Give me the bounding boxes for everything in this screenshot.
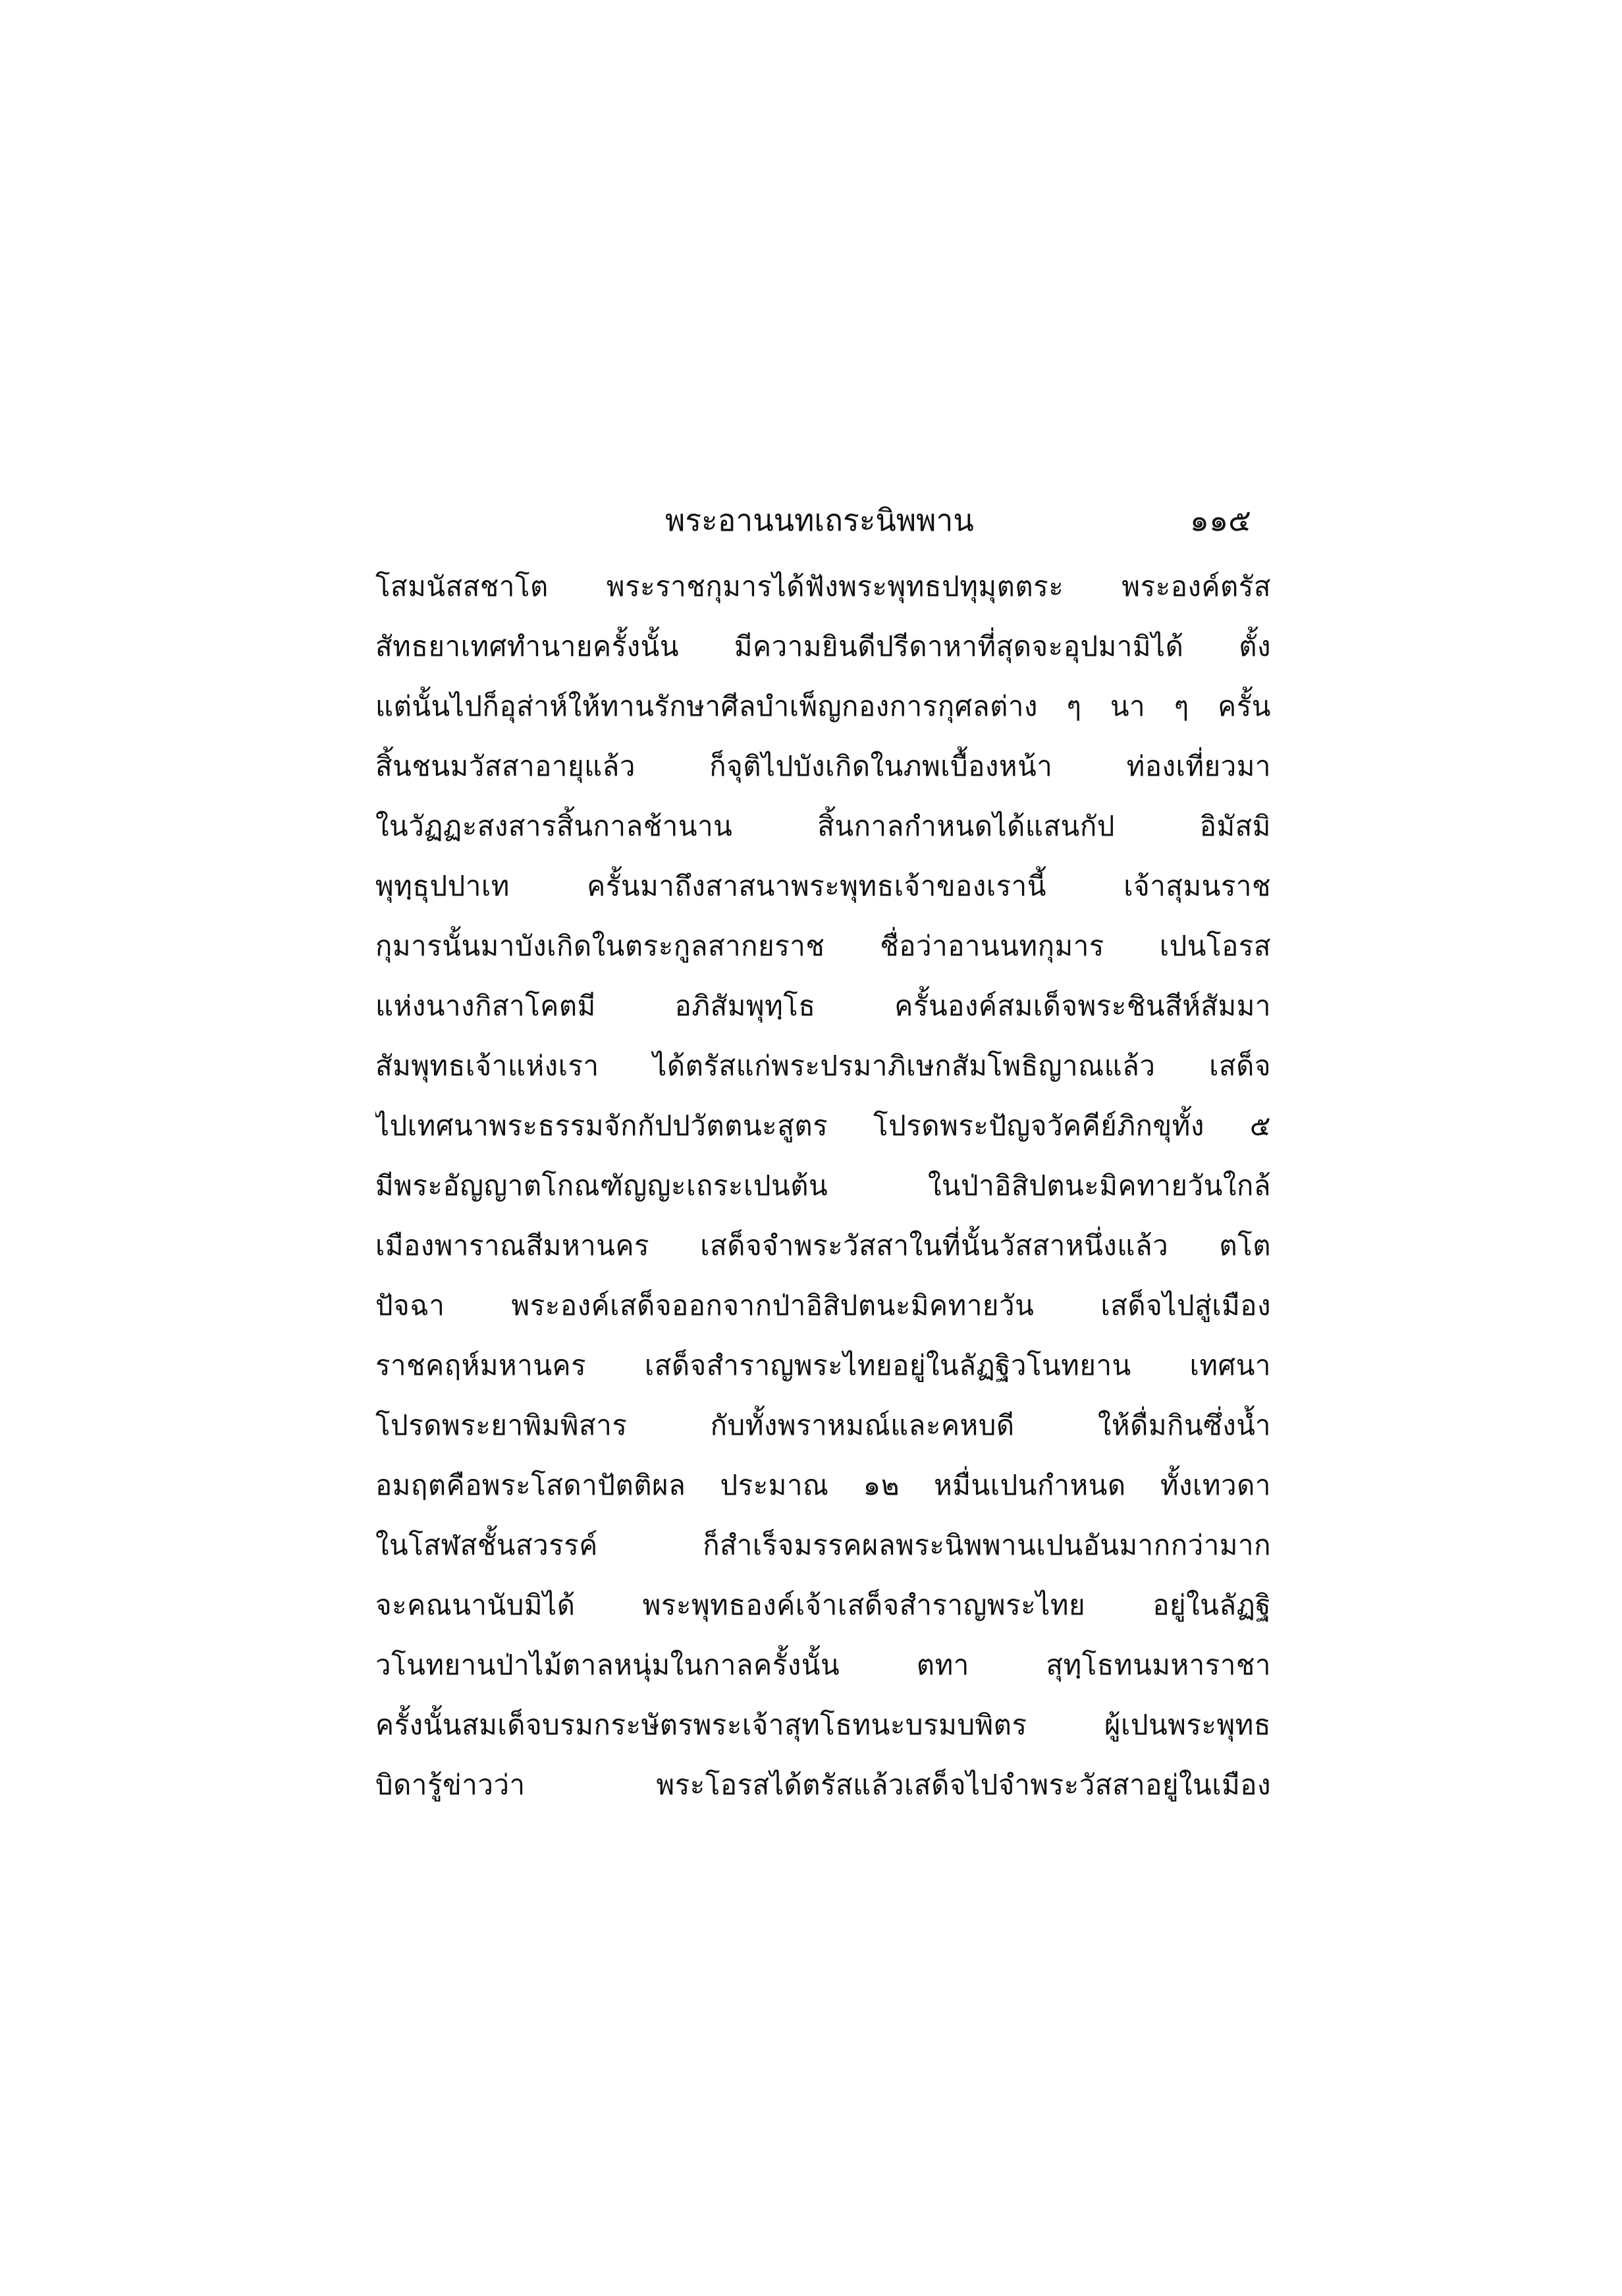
text-line: พุทฺธุปปาเท ครั้นมาถึงสาสนาพระพุทธเจ้าของเรานี้ เจ้าสุมนราช (375, 870, 1271, 902)
text-line: ราชคฤห์มหานคร เสด็จสำราญพระไทยอยู่ในลัฏฐิวโนทยาน เทศนา (375, 1349, 1271, 1381)
text-line: ไปเทศนาพระธรรมจักกัปปวัตตนะสูตร โปรดพระปัญจวัคคีย์ภิกขุทั้ง ๕ (375, 1109, 1271, 1142)
text-line: ครั้งนั้นสมเด็จบรมกระษัตรพระเจ้าสุทโธทนะบรมบพิตร ผู้เปนพระพุทธ (375, 1709, 1271, 1741)
text-line: วโนทยานป่าไม้ตาลหนุ่มในกาลครั้งนั้น ตทา สุทฺโธทนมหาราชา (375, 1649, 1271, 1681)
text-line: บิดารู้ข่าวว่า พระโอรสได้ตรัสแล้วเสด็จไปจำพระวัสสาอยู่ในเมือง (375, 1769, 1271, 1801)
text-line: สัมพุทธเจ้าแห่งเรา ได้ตรัสแก่พระปรมาภิเษกสัมโพธิญาณแล้ว เสด็จ (375, 1050, 1271, 1082)
page-title: พระอานนทเถระนิพพาน (665, 502, 974, 538)
text-line: มีพระอัญญาตโกณฑัญญะเถระเปนต้น ในป่าอิสิปตนะมิคทายวันใกล้ (375, 1169, 1271, 1202)
text-line: กุมารนั้นมาบังเกิดในตระกูลสากยราช ชื่อว่าอานนทกุมาร เปนโอรส (375, 930, 1271, 962)
text-line: โสมนัสสชาโต พระราชกุมารได้ฟังพระพุทธปทุมุตตระ พระองค์ตรัส (375, 570, 1271, 602)
text-line: ปัจฉา พระองค์เสด็จออกจากป่าอิสิปตนะมิคทายวัน เสด็จไปสู่เมือง (375, 1289, 1271, 1322)
text-line: โปรดพระยาพิมพิสาร กับทั้งพราหมณ์และคหบดี ให้ดื่มกินซึ่งน้ำ (375, 1409, 1271, 1441)
text-line: จะคณนานับมิได้ พระพุทธองค์เจ้าเสด็จสำราญพระไทย อยู่ในลัฏฐิ (375, 1589, 1271, 1621)
text-line: สัทธยาเทศทำนายครั้งนั้น มีความยินดีปรีดาหาที่สุดจะอุปมามิได้ ตั้ง (375, 630, 1271, 662)
text-line: สิ้นชนมวัสสาอายุแล้ว ก็จุติไปบังเกิดในภพเบื้องหน้า ท่องเที่ยวมา (375, 750, 1271, 782)
text-line: แต่นั้นไปก็อุส่าห์ให้ทานรักษาศีลบำเพ็ญกองการกุศลต่าง ๆ นา ๆ ครั้น (375, 690, 1271, 722)
text-line: ในโสฬสชั้นสวรรค์ ก็สำเร็จมรรคผลพระนิพพานเปนอันมากกว่ามาก (375, 1529, 1271, 1561)
text-line: แห่งนางกิสาโคตมี อภิสัมพุทฺโธ ครั้นองค์สมเด็จพระชินสีห์สัมมา (375, 990, 1271, 1022)
text-line: อมฤตคือพระโสดาปัตติผล ประมาณ ๑๒ หมื่นเปนกำหนด ทั้งเทวดา (375, 1469, 1271, 1501)
page-number: ๑๑๕ (1189, 502, 1251, 538)
running-header (375, 497, 1271, 550)
body-text (375, 556, 1271, 1815)
text-line: ในวัฏฏะสงสารสิ้นกาลช้านาน สิ้นกาลกำหนดได้แสนกัป อิมัสมิ (375, 810, 1271, 842)
text-line: เมืองพาราณสีมหานคร เสด็จจำพระวัสสาในที่นั้นวัสสาหนึ่งแล้ว ตโต (375, 1229, 1271, 1262)
